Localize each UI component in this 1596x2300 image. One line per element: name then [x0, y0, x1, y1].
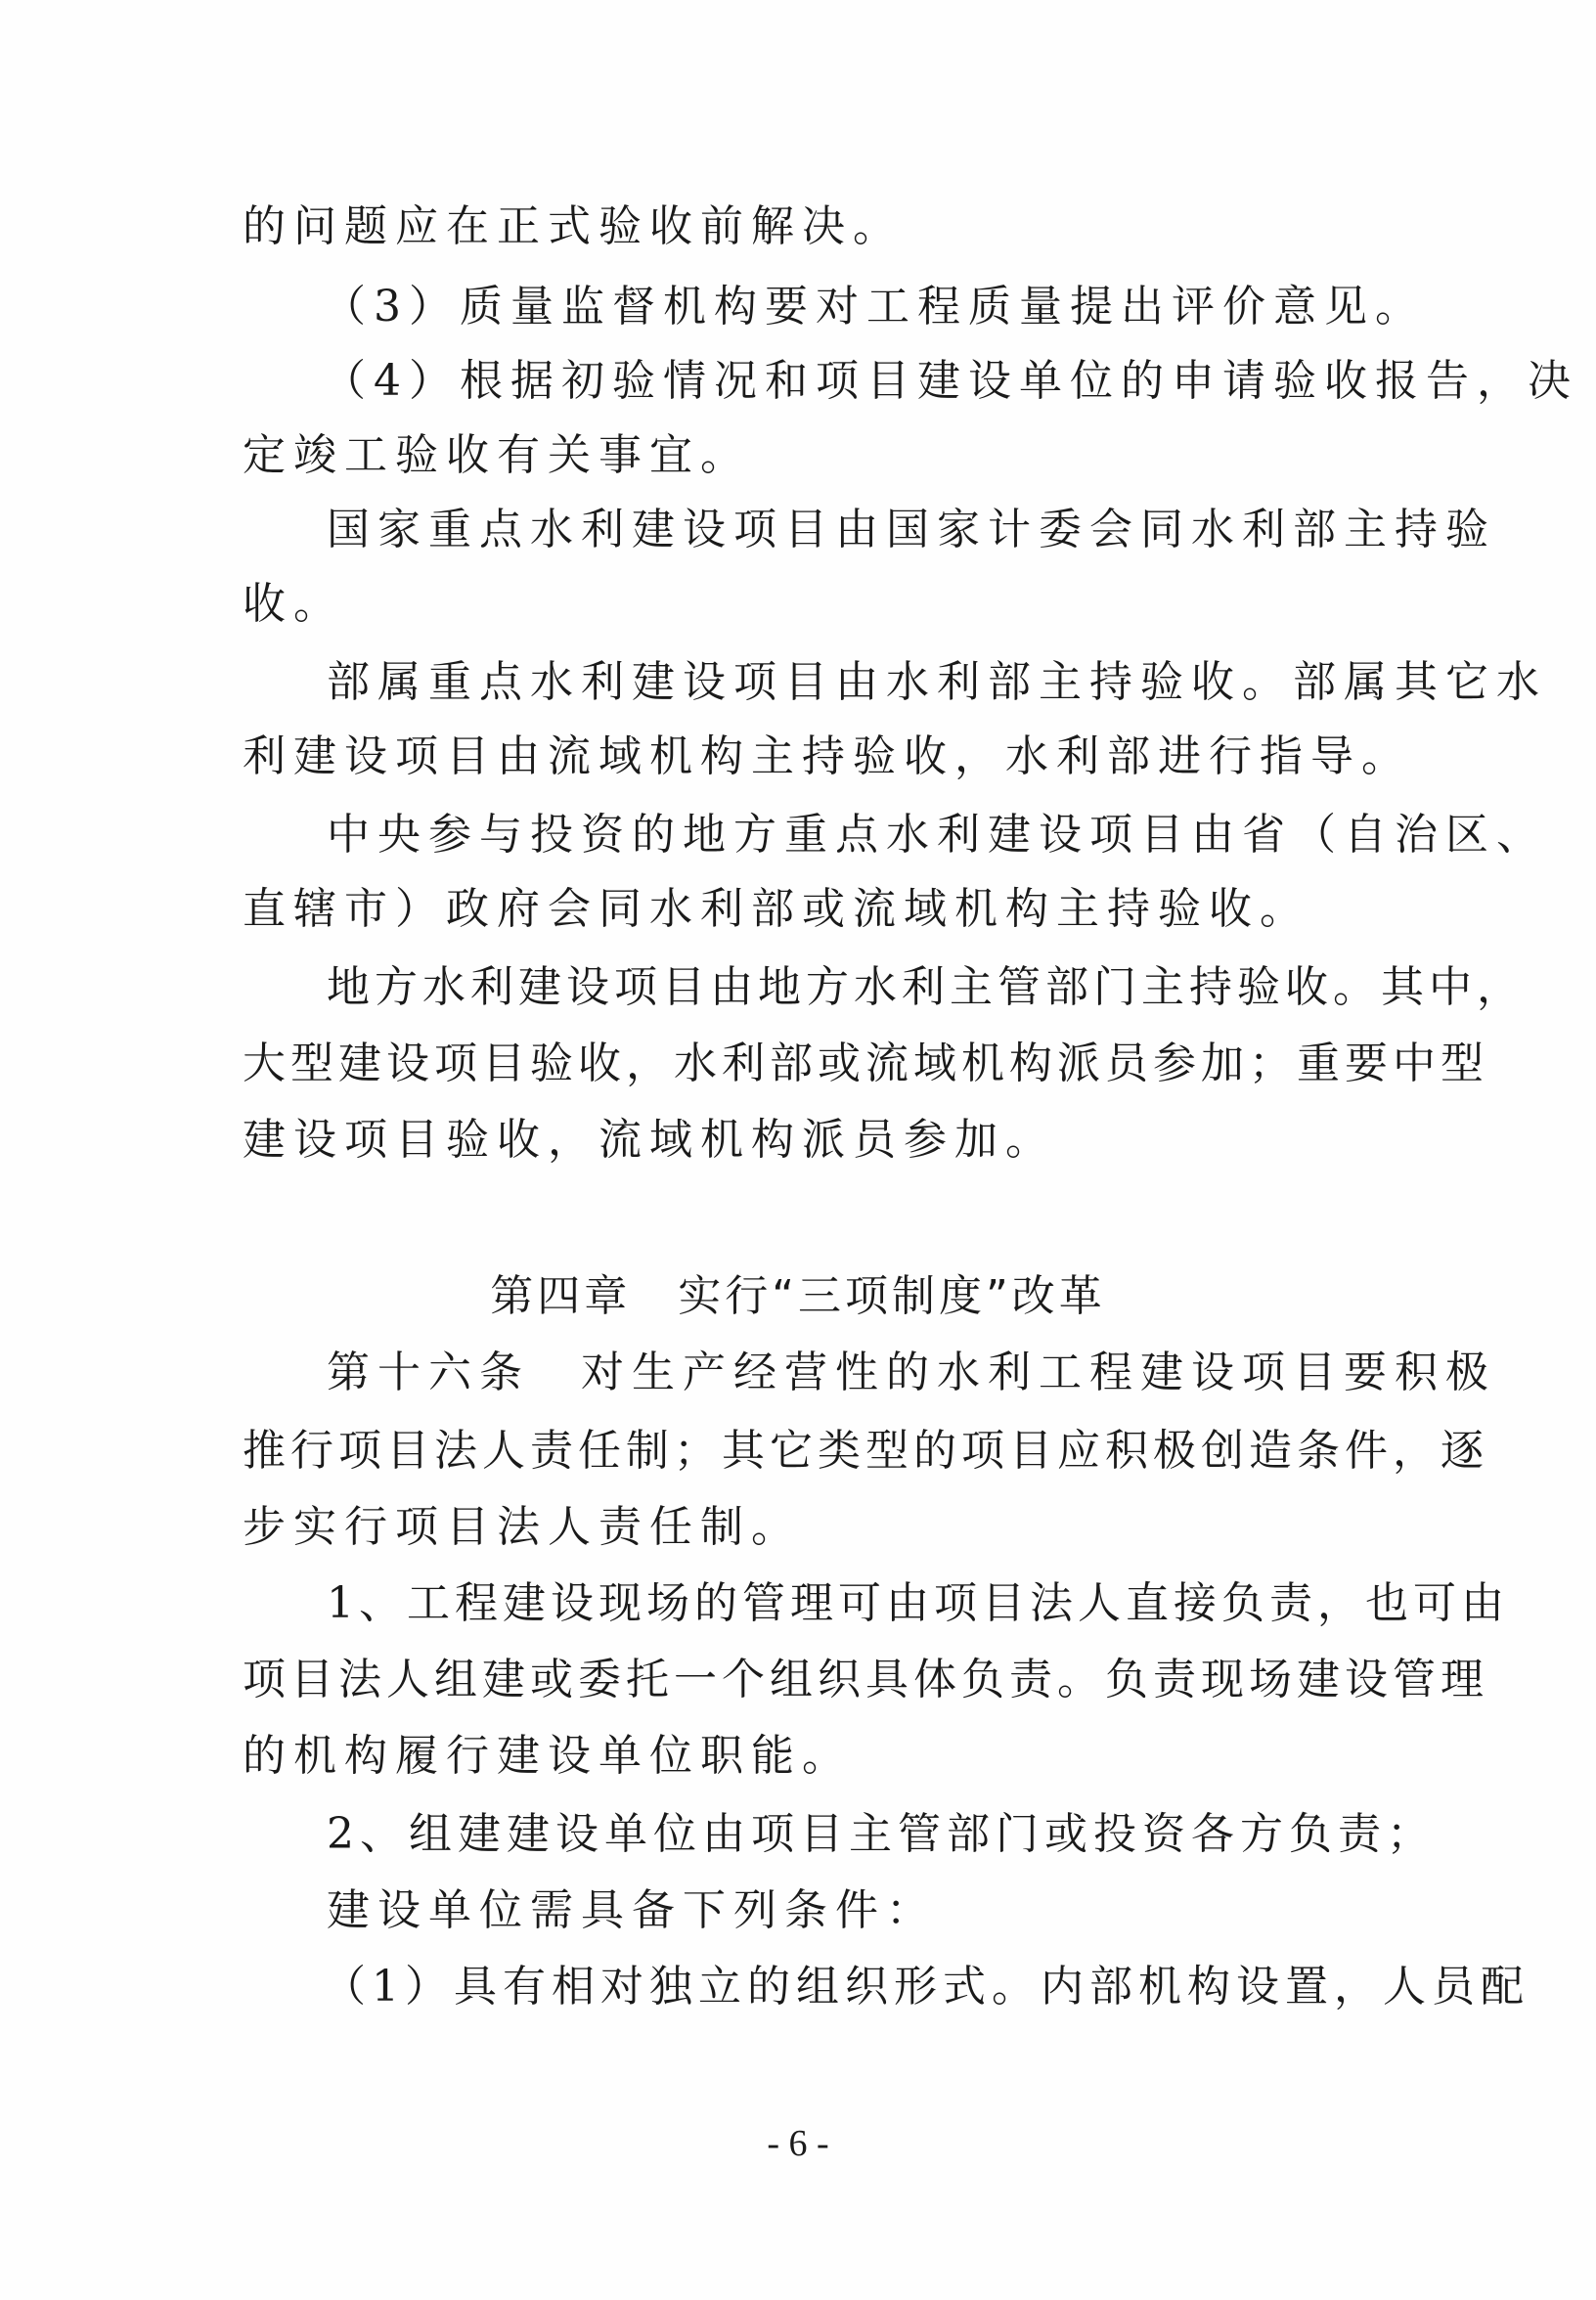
body-line: 建设单位需具备下列条件：: [327, 1885, 937, 1935]
body-line: 推行项目法人责任制；其它类型的项目应积极创造条件，逐: [243, 1426, 1488, 1476]
body-line: 建设项目验收，流域机构派员参加。: [243, 1115, 1056, 1165]
body-line: 中央参与投资的地方重点水利建设项目由省（自治区、: [327, 810, 1547, 860]
body-line: 部属重点水利建设项目由水利部主持验收。部属其它水: [327, 657, 1547, 707]
body-line: （3）质量监督机构要对工程质量提出评价意见。: [323, 282, 1426, 332]
body-line: 的问题应在正式验收前解决。: [243, 201, 904, 251]
body-line: 收。: [243, 579, 344, 629]
body-line: 1、工程建设现场的管理可由项目法人直接负责，也可由: [327, 1578, 1509, 1628]
body-line: 2、组建建设单位由项目主管部门或投资各方负责；: [327, 1809, 1436, 1859]
body-line: 项目法人组建或委托一个组织具体负责。负责现场建设管理: [243, 1655, 1488, 1704]
body-line: 利建设项目由流域机构主持验收，水利部进行指导。: [243, 731, 1412, 781]
body-line: 的机构履行建设单位职能。: [243, 1731, 853, 1781]
body-line: 步实行项目法人责任制。: [243, 1502, 802, 1552]
body-line: 定竣工验收有关事宜。: [243, 430, 751, 480]
chapter-heading: 第四章 实行“三项制度”改革: [490, 1271, 1106, 1321]
page-number: - 6 -: [767, 2123, 829, 2164]
body-line: 国家重点水利建设项目由国家计委会同水利部主持验: [327, 505, 1496, 554]
body-line: 直辖市）政府会同水利部或流域机构主持验收。: [243, 884, 1310, 934]
body-line: 第十六条 对生产经营性的水利工程建设项目要积极: [327, 1348, 1496, 1397]
body-line: （1）具有相对独立的组织形式。内部机构设置，人员配: [323, 1962, 1530, 2012]
body-line: （4）根据初验情况和项目建设单位的申请验收报告，决: [323, 356, 1578, 406]
body-line: 大型建设项目验收，水利部或流域机构派员参加；重要中型: [243, 1039, 1488, 1088]
body-line: 地方水利建设项目由地方水利主管部门主持验收。其中，: [327, 962, 1525, 1012]
